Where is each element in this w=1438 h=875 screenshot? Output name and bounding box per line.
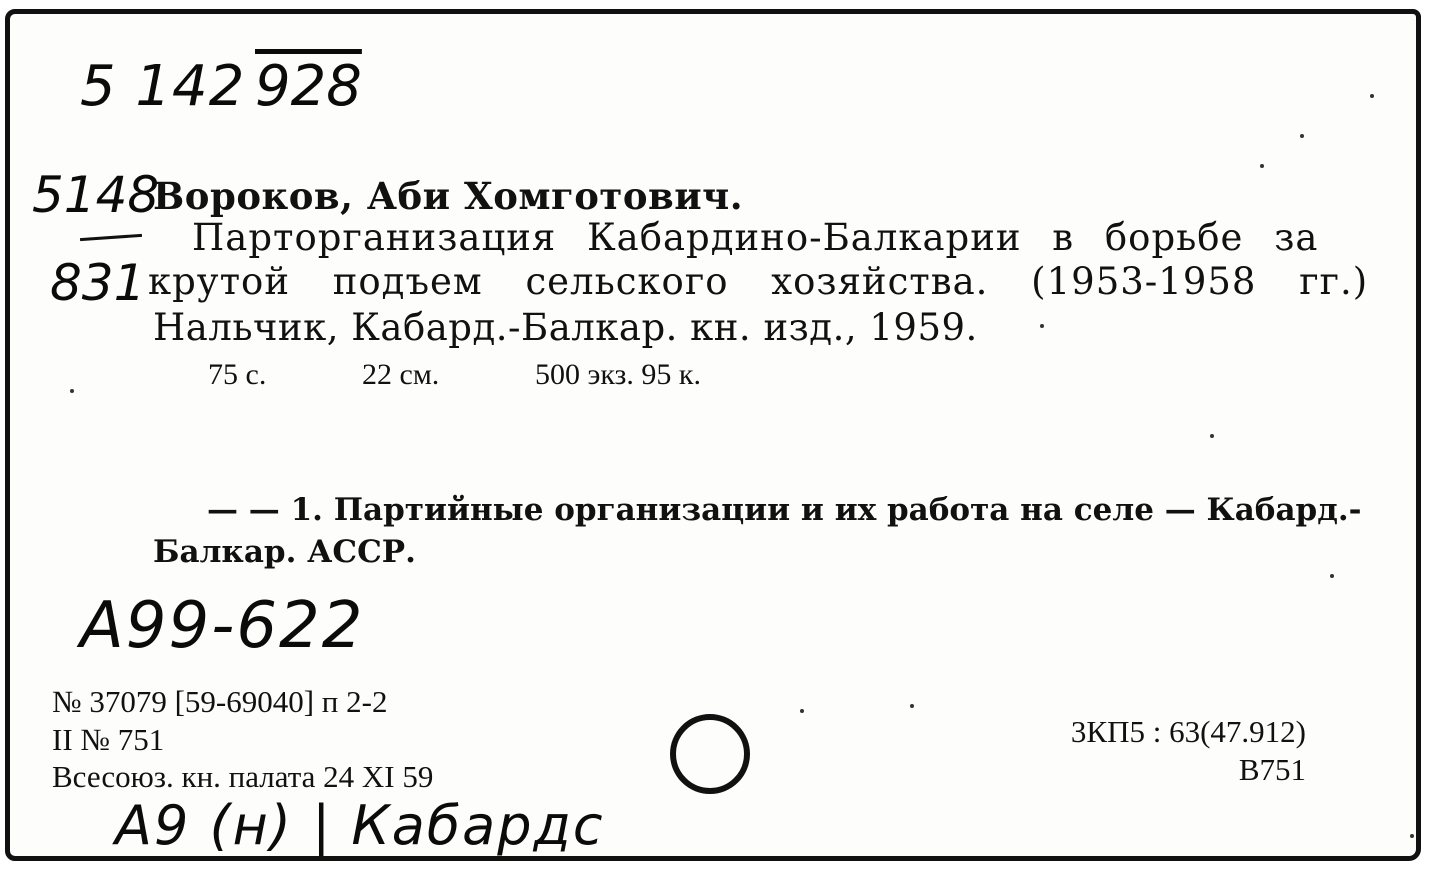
card-author: Вороков, Аби Хомготович. — [153, 174, 744, 218]
card-print-run-price: 500 экз. 95 к. — [535, 358, 701, 391]
scan-speck — [1210, 434, 1214, 438]
card-subject-line: — — 1. Партийные организации и их работа на селе — Кабард.- — [207, 492, 1362, 528]
card-size: 22 см. — [362, 358, 440, 391]
scan-speck — [1370, 94, 1374, 98]
scan-speck — [1260, 164, 1264, 168]
handwritten-shelf-mark: А99-622 — [80, 589, 365, 663]
publisher-info-line: № 37079 [59-69040] п 2-2 — [52, 684, 388, 719]
scan-speck — [910, 704, 914, 708]
handwritten-bottom-note: А9 (н) | Кабардс — [115, 794, 605, 857]
card-pages: 75 с. — [208, 358, 267, 391]
catalog-card — [5, 9, 1421, 861]
publisher-info-line: Всесоюз. кн. палата 24 XI 59 — [52, 759, 434, 794]
handwritten-top-number: 5 142 — [80, 54, 246, 119]
scan-speck — [800, 709, 804, 713]
publisher-info-line: II № 751 — [52, 722, 165, 757]
card-title-line: крутой подъем сельского хозяйства. (1953-1958 гг.) — [148, 260, 1369, 303]
card-title-line: Парторганизация Кабардино-Балкарии в борьбе за — [192, 216, 1319, 259]
handwritten-left-code-bottom: 831 — [50, 254, 146, 312]
scan-speck — [70, 389, 74, 393]
classification-index: 3КП5 : 63(47.912) — [1070, 714, 1306, 749]
handwritten-left-code-top: 5148 — [32, 166, 160, 224]
author-mark: В751 — [1238, 752, 1306, 787]
scan-speck — [1040, 324, 1044, 328]
handwritten-underline — [80, 234, 142, 241]
scan-speck — [1330, 574, 1334, 578]
scan-speck — [1300, 134, 1304, 138]
card-imprint: Нальчик, Кабард.-Балкар. кн. изд., 1959. — [153, 306, 978, 349]
scan-speck — [1410, 834, 1414, 838]
card-subject-line: Балкар. АССР. — [153, 534, 416, 570]
punch-hole-circle — [670, 714, 750, 794]
handwritten-top-number-overlined: 928 — [255, 54, 362, 119]
